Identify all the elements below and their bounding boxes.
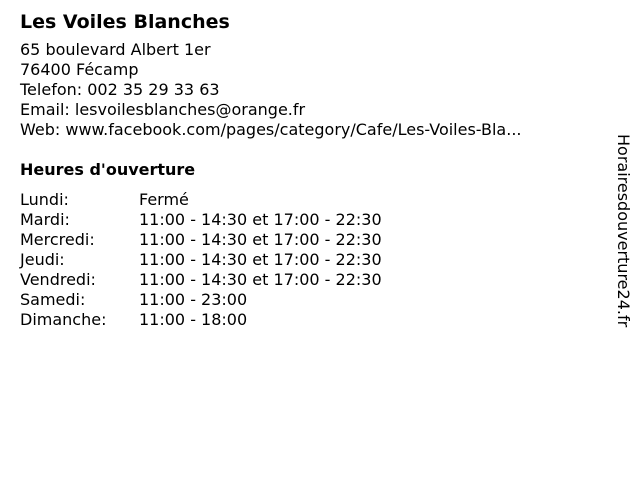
hours-row-mardi	[20, 210, 600, 230]
hours-table	[20, 190, 600, 330]
hours-row-samedi	[20, 290, 600, 310]
email-line: Email: lesvoilesblanches@orange.fr	[20, 100, 306, 119]
hours-time: 11:00 - 14:30 et 17:00 - 22:30	[139, 250, 382, 269]
hours-time: Fermé	[139, 190, 189, 209]
hours-day: Vendredi:	[20, 270, 96, 289]
hours-row-vendredi	[20, 270, 600, 290]
business-card	[20, 8, 600, 330]
web-line: Web: www.facebook.com/pages/category/Cafe/Les-Voiles-Bla...	[20, 120, 522, 139]
hours-day: Jeudi:	[20, 250, 65, 269]
hours-day: Mardi:	[20, 210, 70, 229]
hours-day: Lundi:	[20, 190, 69, 209]
hours-time: 11:00 - 14:30 et 17:00 - 22:30	[139, 230, 382, 249]
hours-time: 11:00 - 14:30 et 17:00 - 22:30	[139, 210, 382, 229]
phone-line: Telefon: 002 35 29 33 63	[20, 80, 220, 99]
hours-heading: Heures d'ouverture	[20, 160, 196, 179]
side-brand-watermark: Horairesdouverture24.fr	[614, 134, 633, 328]
hours-day: Dimanche:	[20, 310, 107, 329]
hours-row-jeudi	[20, 250, 600, 270]
hours-row-lundi	[20, 190, 600, 210]
hours-time: 11:00 - 23:00	[139, 290, 248, 309]
hours-time: 11:00 - 14:30 et 17:00 - 22:30	[139, 270, 382, 289]
hours-day: Samedi:	[20, 290, 86, 309]
address-street: 65 boulevard Albert 1er	[20, 40, 211, 59]
hours-row-dimanche	[20, 310, 600, 330]
hours-day: Mercredi:	[20, 230, 95, 249]
address-city: 76400 Fécamp	[20, 60, 139, 79]
hours-time: 11:00 - 18:00	[139, 310, 248, 329]
hours-row-mercredi	[20, 230, 600, 250]
business-name: Les Voiles Blanches	[20, 11, 230, 33]
